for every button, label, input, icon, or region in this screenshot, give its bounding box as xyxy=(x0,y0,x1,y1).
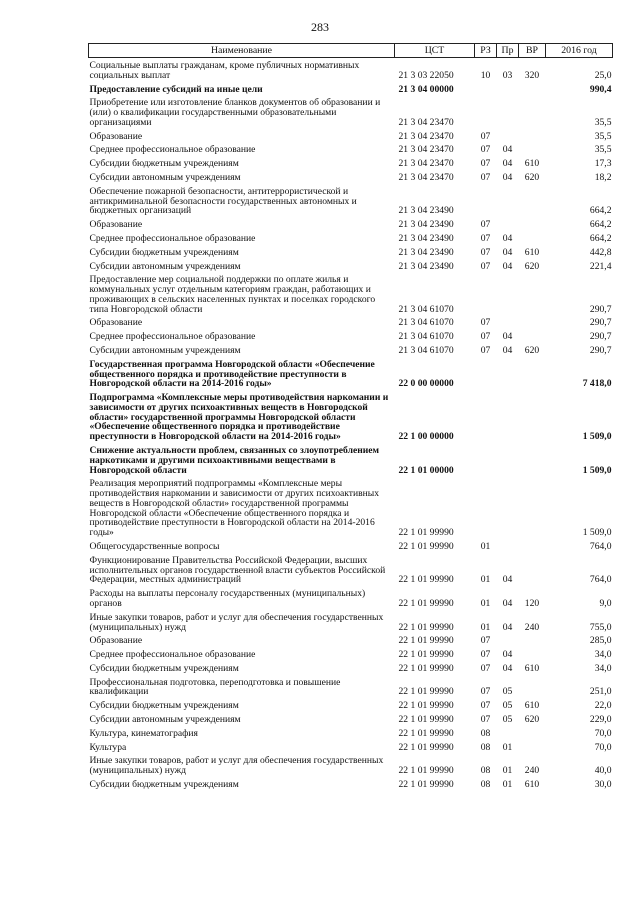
cell-name: Социальные выплаты гражданам, кроме публичных нормативных социальных выплат xyxy=(89,60,360,81)
cell-name: Субсидии автономным учреждениям xyxy=(89,172,241,184)
cell-amount: 35,5 xyxy=(594,130,612,142)
table-row xyxy=(89,698,613,712)
cell-name: Иные закупки товаров, работ и услуг для обеспечения государственных (муниципальных) нужд xyxy=(89,755,384,777)
cell-name: Функционирование Правительства Российской Федерации, высших исполнительных органов государственной власти субъектов Российской Федерации, местных администраций xyxy=(89,554,386,586)
table-row xyxy=(89,357,613,390)
cell-name: Предоставление мер социальной поддержки по оплате жилья и коммунальных услуг отдельным категориям граждан, работающих и проживающих в сельских населенных пунктах и поселках городского типа Новгородской области xyxy=(89,274,376,315)
cell-amount: 664,2 xyxy=(589,205,612,217)
table-row xyxy=(89,329,613,343)
cell-pr: 04 xyxy=(502,246,513,258)
cell-rz: 07 xyxy=(480,686,491,698)
cell-amount: 22,0 xyxy=(594,700,612,712)
cell-pr xyxy=(497,443,519,476)
cell-vr xyxy=(519,95,546,128)
cell-vr xyxy=(519,740,546,754)
cell-vr xyxy=(519,142,546,156)
table-row xyxy=(89,661,613,675)
cell-vr xyxy=(519,633,546,647)
table-row xyxy=(89,443,613,476)
cell-cst: 21 3 04 61070 xyxy=(398,331,454,343)
cell-cst: 21 3 04 23470 xyxy=(398,144,454,156)
cell-vr xyxy=(519,231,546,245)
cell-cst: 22 1 01 99990 xyxy=(398,778,454,790)
cell-name: Образование xyxy=(89,635,143,647)
table-row xyxy=(89,129,613,143)
cell-amount: 285,0 xyxy=(589,635,612,647)
cell-amount: 9,0 xyxy=(599,597,612,609)
table-row xyxy=(89,259,613,273)
table-row xyxy=(89,675,613,699)
cell-pr: 04 xyxy=(502,144,513,156)
cell-rz: 07 xyxy=(480,713,491,725)
cell-vr xyxy=(519,217,546,231)
cell-cst: 21 3 04 23490 xyxy=(398,205,454,217)
cell-vr: 320 xyxy=(524,69,540,81)
cell-amount: 290,7 xyxy=(589,303,612,315)
cell-cst: 21 3 04 23470 xyxy=(398,116,454,128)
cell-amount: 17,3 xyxy=(594,158,612,170)
cell-cst: 22 1 01 00000 xyxy=(398,464,454,476)
cell-rz: 07 xyxy=(480,246,491,258)
cell-name: Субсидии бюджетным учреждениям xyxy=(89,246,239,258)
cell-cst: 22 1 01 99990 xyxy=(398,574,454,586)
cell-pr xyxy=(497,476,519,539)
cell-name: Субсидии бюджетным учреждениям xyxy=(89,778,239,790)
cell-rz: 07 xyxy=(480,344,491,356)
table-row xyxy=(89,712,613,726)
cell-amount: 35,5 xyxy=(594,116,612,128)
cell-cst: 21 3 04 61070 xyxy=(398,303,454,315)
cell-amount: 251,0 xyxy=(589,686,612,698)
cell-amount: 764,0 xyxy=(589,574,612,586)
cell-vr: 610 xyxy=(524,662,540,674)
cell-pr: 04 xyxy=(502,232,513,244)
column-header-name: Наименование xyxy=(89,44,395,58)
cell-cst: 21 3 04 23490 xyxy=(398,232,454,244)
cell-pr: 01 xyxy=(502,778,513,790)
cell-rz: 07 xyxy=(480,635,491,647)
cell-name: Среднее профессиональное образование xyxy=(89,144,256,156)
cell-name: Предоставление субсидий на иные цели xyxy=(89,83,263,95)
cell-rz xyxy=(475,476,497,539)
table-row xyxy=(89,58,613,82)
cell-name: Обеспечение пожарной безопасности, антитеррористической и антикриминальной безопасности государственных автономных и бюджетных организаций xyxy=(89,185,357,217)
cell-vr xyxy=(519,675,546,699)
cell-rz xyxy=(475,443,497,476)
cell-cst: 21 3 04 61070 xyxy=(398,317,454,329)
cell-pr: 04 xyxy=(502,158,513,170)
cell-vr: 240 xyxy=(524,765,540,777)
cell-amount: 70,0 xyxy=(594,727,612,739)
column-header-cst: ЦСТ xyxy=(395,44,475,58)
cell-amount: 290,7 xyxy=(589,331,612,343)
cell-vr: 610 xyxy=(524,700,540,712)
cell-name: Приобретение или изготовление бланков документов об образовании и (или) о квалификации государственными образовательными организациями xyxy=(89,97,381,128)
cell-name: Субсидии автономным учреждениям xyxy=(89,344,241,356)
cell-vr xyxy=(519,553,546,586)
table-body xyxy=(89,58,613,791)
cell-name: Субсидии автономным учреждениям xyxy=(89,260,241,272)
cell-rz: 08 xyxy=(480,765,491,777)
cell-amount: 290,7 xyxy=(589,317,612,329)
cell-name: Профессиональная подготовка, переподготовка и повышение квалификации xyxy=(89,676,341,698)
cell-name: Среднее профессиональное образование xyxy=(89,232,256,244)
cell-rz: 01 xyxy=(480,541,491,553)
cell-vr xyxy=(519,272,546,315)
column-header-rz: РЗ xyxy=(475,44,497,58)
budget-table xyxy=(88,43,613,791)
cell-cst: 22 1 01 99990 xyxy=(398,700,454,712)
cell-name: Образование xyxy=(89,317,143,329)
cell-vr xyxy=(519,726,546,740)
table-row xyxy=(89,633,613,647)
cell-vr xyxy=(519,315,546,329)
cell-pr: 04 xyxy=(502,260,513,272)
cell-amount: 764,0 xyxy=(589,541,612,553)
cell-amount: 664,2 xyxy=(589,219,612,231)
cell-pr: 04 xyxy=(502,574,513,586)
cell-rz: 07 xyxy=(480,172,491,184)
cell-name: Иные закупки товаров, работ и услуг для обеспечения государственных (муниципальных) нужд xyxy=(89,611,384,633)
table-row xyxy=(89,647,613,661)
cell-pr xyxy=(497,272,519,315)
cell-amount: 229,0 xyxy=(589,713,612,725)
cell-amount: 35,5 xyxy=(594,144,612,156)
cell-rz: 07 xyxy=(480,144,491,156)
cell-pr: 05 xyxy=(502,700,513,712)
cell-amount: 221,4 xyxy=(589,260,612,272)
table-row xyxy=(89,315,613,329)
cell-vr xyxy=(519,539,546,553)
cell-pr: 01 xyxy=(502,741,513,753)
table-row xyxy=(89,539,613,553)
table-row xyxy=(89,740,613,754)
table-row xyxy=(89,343,613,357)
table-row xyxy=(89,95,613,128)
cell-rz: 07 xyxy=(480,649,491,661)
cell-vr xyxy=(519,129,546,143)
cell-cst: 22 1 01 99990 xyxy=(398,686,454,698)
cell-cst: 22 1 01 99990 xyxy=(398,662,454,674)
cell-pr xyxy=(497,633,519,647)
cell-rz xyxy=(475,357,497,390)
cell-rz: 07 xyxy=(480,232,491,244)
cell-vr: 620 xyxy=(524,344,540,356)
cell-amount: 1 509,0 xyxy=(582,431,612,443)
cell-name: Субсидии автономным учреждениям xyxy=(89,713,241,725)
cell-name: Культура, кинематография xyxy=(89,727,198,739)
cell-name: Снижение актуальности проблем, связанных со злоупотреблением наркотиками и другими психоактивными веществами в Новгородской области xyxy=(89,445,380,476)
cell-cst: 21 3 03 22050 xyxy=(398,69,454,81)
cell-cst: 22 1 01 99990 xyxy=(398,541,454,553)
cell-pr: 04 xyxy=(502,662,513,674)
cell-amount: 1 509,0 xyxy=(582,527,612,539)
table-row xyxy=(89,586,613,610)
cell-name: Культура xyxy=(89,741,127,753)
cell-rz: 08 xyxy=(480,778,491,790)
column-header-vr: ВР xyxy=(519,44,546,58)
cell-amount: 34,0 xyxy=(594,649,612,661)
cell-cst: 22 1 01 99990 xyxy=(398,621,454,633)
cell-pr xyxy=(497,390,519,443)
cell-rz xyxy=(475,95,497,128)
cell-pr: 04 xyxy=(502,172,513,184)
cell-amount: 664,2 xyxy=(589,232,612,244)
cell-vr: 610 xyxy=(524,778,540,790)
cell-amount: 25,0 xyxy=(594,69,612,81)
cell-pr: 05 xyxy=(502,686,513,698)
cell-rz: 08 xyxy=(480,741,491,753)
table-row xyxy=(89,777,613,791)
cell-amount: 40,0 xyxy=(594,765,612,777)
cell-vr xyxy=(519,82,546,96)
cell-name: Государственная программа Новгородской области «Обеспечение общественного порядка и противодействие преступности в Новгородской области на 2014-2016 годы» xyxy=(89,358,375,390)
cell-cst: 22 1 01 99990 xyxy=(398,741,454,753)
cell-name: Субсидии бюджетным учреждениям xyxy=(89,158,239,170)
cell-pr: 03 xyxy=(502,69,513,81)
cell-cst: 21 3 04 23490 xyxy=(398,219,454,231)
cell-amount: 755,0 xyxy=(589,621,612,633)
cell-cst: 22 1 01 99990 xyxy=(398,527,454,539)
table-row xyxy=(89,142,613,156)
cell-vr: 240 xyxy=(524,621,540,633)
cell-vr xyxy=(519,647,546,661)
table-row xyxy=(89,726,613,740)
table-row xyxy=(89,272,613,315)
table-row xyxy=(89,170,613,184)
cell-rz xyxy=(475,184,497,217)
cell-vr xyxy=(519,443,546,476)
cell-vr xyxy=(519,357,546,390)
cell-name: Субсидии бюджетным учреждениям xyxy=(89,700,239,712)
cell-vr: 620 xyxy=(524,260,540,272)
cell-pr: 04 xyxy=(502,649,513,661)
cell-vr xyxy=(519,184,546,217)
table-row xyxy=(89,156,613,170)
cell-vr xyxy=(519,390,546,443)
cell-name: Субсидии бюджетным учреждениям xyxy=(89,662,239,674)
cell-name: Среднее профессиональное образование xyxy=(89,649,256,661)
cell-pr xyxy=(497,357,519,390)
cell-cst: 21 3 04 23470 xyxy=(398,130,454,142)
column-header-pr: Пр xyxy=(497,44,519,58)
cell-rz: 07 xyxy=(480,317,491,329)
cell-vr xyxy=(519,476,546,539)
cell-vr: 610 xyxy=(524,158,540,170)
cell-rz: 10 xyxy=(480,69,491,81)
cell-name: Общегосударственные вопросы xyxy=(89,541,220,553)
cell-vr: 620 xyxy=(524,713,540,725)
cell-amount: 30,0 xyxy=(594,778,612,790)
cell-cst: 21 3 04 00000 xyxy=(398,83,454,95)
cell-rz: 07 xyxy=(480,158,491,170)
table-row xyxy=(89,390,613,443)
cell-amount: 70,0 xyxy=(594,741,612,753)
cell-amount: 290,7 xyxy=(589,344,612,356)
table-row xyxy=(89,610,613,634)
cell-rz xyxy=(475,82,497,96)
table-row xyxy=(89,184,613,217)
cell-amount: 34,0 xyxy=(594,662,612,674)
table-row xyxy=(89,553,613,586)
cell-pr xyxy=(497,726,519,740)
cell-pr xyxy=(497,129,519,143)
cell-name: Образование xyxy=(89,219,143,231)
cell-amount: 18,2 xyxy=(594,172,612,184)
cell-rz: 01 xyxy=(480,597,491,609)
cell-amount: 1 509,0 xyxy=(582,464,612,476)
cell-pr xyxy=(497,539,519,553)
table-row xyxy=(89,82,613,96)
cell-vr xyxy=(519,329,546,343)
cell-rz xyxy=(475,390,497,443)
cell-rz: 07 xyxy=(480,662,491,674)
cell-amount: 7 418,0 xyxy=(582,378,612,390)
cell-name: Образование xyxy=(89,130,143,142)
cell-cst: 22 1 01 99990 xyxy=(398,635,454,647)
cell-pr xyxy=(497,217,519,231)
cell-pr: 04 xyxy=(502,597,513,609)
table-row xyxy=(89,245,613,259)
cell-cst: 22 1 01 99990 xyxy=(398,649,454,661)
cell-name: Реализация мероприятий подпрограммы «Комплексные меры противодействия наркомании и зависимости от других психоактивных веществ в Новгородской области» государственной программы Новгородской области «Обеспечение общественного порядка и противодействие преступности в Новгородской области на 2014-2016 годы» xyxy=(89,478,380,539)
cell-amount: 990,4 xyxy=(589,83,612,95)
cell-rz: 01 xyxy=(480,621,491,633)
cell-rz: 07 xyxy=(480,260,491,272)
cell-pr xyxy=(497,95,519,128)
cell-rz: 07 xyxy=(480,130,491,142)
cell-pr xyxy=(497,184,519,217)
cell-cst: 22 1 01 99990 xyxy=(398,765,454,777)
cell-cst: 21 3 04 61070 xyxy=(398,344,454,356)
cell-amount: 442,8 xyxy=(589,246,612,258)
cell-rz: 07 xyxy=(480,219,491,231)
cell-cst: 21 3 04 23470 xyxy=(398,158,454,170)
cell-cst: 22 0 00 00000 xyxy=(398,378,454,390)
cell-pr: 04 xyxy=(502,621,513,633)
cell-pr: 01 xyxy=(502,765,513,777)
cell-pr: 04 xyxy=(502,344,513,356)
cell-vr: 120 xyxy=(524,597,540,609)
table-row xyxy=(89,753,613,777)
cell-rz: 07 xyxy=(480,700,491,712)
cell-name: Среднее профессиональное образование xyxy=(89,331,256,343)
cell-cst: 22 1 00 00000 xyxy=(398,431,454,443)
cell-name: Подпрограмма «Комплексные меры противодействия наркомании и зависимости от других психоактивных веществ в Новгородской области» государственной программы Новгородской области «Обеспечение общественного порядка и противодействие преступности в Новгородской области на 2014-2016 годы» xyxy=(89,392,389,443)
column-header-year: 2016 год xyxy=(546,44,613,58)
cell-pr xyxy=(497,82,519,96)
cell-rz: 08 xyxy=(480,727,491,739)
page-number: 283 xyxy=(311,20,329,34)
cell-vr: 610 xyxy=(524,246,540,258)
table-row xyxy=(89,217,613,231)
cell-cst: 22 1 01 99990 xyxy=(398,727,454,739)
table-row xyxy=(89,231,613,245)
cell-vr: 620 xyxy=(524,172,540,184)
table-header-row xyxy=(89,44,613,58)
cell-cst: 22 1 01 99990 xyxy=(398,713,454,725)
cell-pr xyxy=(497,315,519,329)
cell-rz: 07 xyxy=(480,331,491,343)
cell-pr: 04 xyxy=(502,331,513,343)
cell-pr: 05 xyxy=(502,713,513,725)
cell-rz xyxy=(475,272,497,315)
table-row xyxy=(89,476,613,539)
cell-cst: 21 3 04 23470 xyxy=(398,172,454,184)
cell-name: Расходы на выплаты персоналу государственных (муниципальных) органов xyxy=(89,588,366,609)
cell-cst: 21 3 04 23490 xyxy=(398,246,454,258)
cell-cst: 22 1 01 99990 xyxy=(398,597,454,609)
cell-cst: 21 3 04 23490 xyxy=(398,260,454,272)
cell-rz: 01 xyxy=(480,574,491,586)
